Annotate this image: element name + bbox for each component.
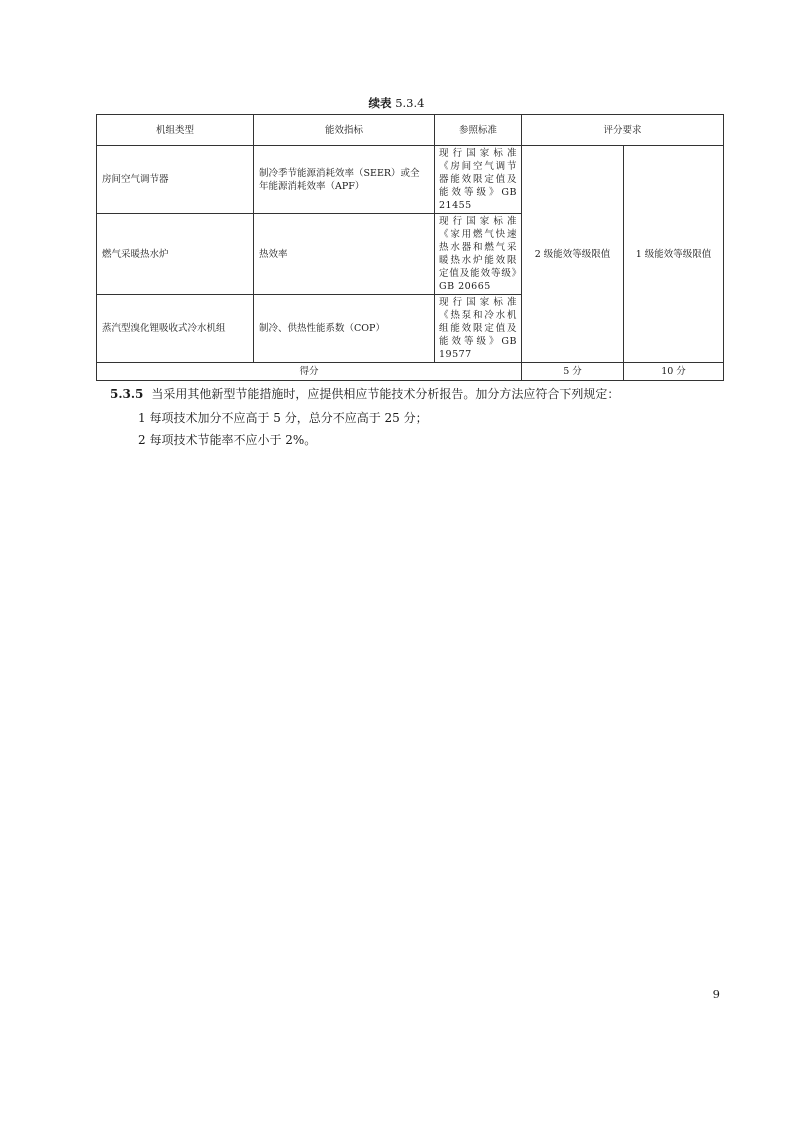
footer-score-1: 5 分 [522, 363, 624, 381]
cell-unit-type: 房间空气调节器 [97, 146, 254, 214]
footer-score-2: 10 分 [624, 363, 724, 381]
cell-unit-type: 燃气采暖热水炉 [97, 214, 254, 295]
energy-efficiency-table [96, 114, 724, 381]
cell-indicator: 制冷、供热性能系数（COP） [254, 295, 435, 363]
header-score-requirement: 评分要求 [522, 115, 724, 146]
cell-score-level-2: 2 级能效等级限值 [522, 146, 624, 363]
table-footer-row [97, 363, 724, 381]
clause-5-3-5 [110, 385, 619, 402]
cell-standard: 现行国家标准《房间空气调节器能效限定值及能效等级》GB 21455 [435, 146, 522, 214]
cell-unit-type: 蒸汽型溴化锂吸收式冷水机组 [97, 295, 254, 363]
cell-score-level-1: 1 级能效等级限值 [624, 146, 724, 363]
header-unit-type: 机组类型 [97, 115, 254, 146]
cell-indicator: 制冷季节能源消耗效率（SEER）或全年能源消耗效率（APF） [254, 146, 435, 214]
cell-standard: 现行国家标准《热泵和冷水机组能效限定值及能效等级》GB 19577 [435, 295, 522, 363]
table-caption [0, 95, 793, 111]
clause-number: 5.3.5 [110, 387, 144, 401]
header-indicator: 能效指标 [254, 115, 435, 146]
clause-item: 2 每项技术节能率不应小于 2%。 [138, 433, 317, 447]
cell-standard: 现行国家标准《家用燃气快速热水器和燃气采暖热水炉能效限定值及能效等级》GB 20665 [435, 214, 522, 295]
clause-text: 当采用其他新型节能措施时，应提供相应节能技术分析报告。加分方法应符合下列规定： [151, 387, 620, 401]
footer-score-label: 得分 [97, 363, 522, 381]
page-number: 9 [712, 987, 720, 1001]
caption-prefix: 续表 [368, 96, 392, 110]
table-header-row [97, 115, 724, 146]
caption-number: 5.3.4 [395, 96, 425, 110]
cell-indicator: 热效率 [254, 214, 435, 295]
header-standard: 参照标准 [435, 115, 522, 146]
clause-item: 1 每项技术加分不应高于 5 分，总分不应高于 25 分； [138, 411, 428, 425]
table-row [97, 146, 724, 214]
